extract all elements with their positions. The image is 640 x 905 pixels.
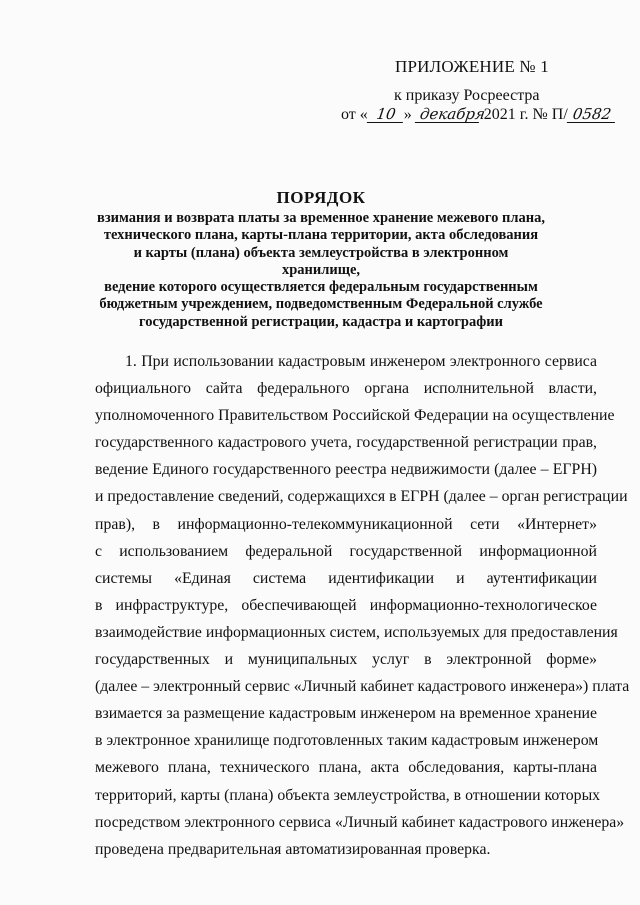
subtitle-line: ведение которого осуществляется федеральным государственным <box>104 279 538 296</box>
date-prefix: от « <box>341 106 368 123</box>
handwritten-day: 10 <box>367 106 405 123</box>
handwritten-month: декабря <box>415 106 481 123</box>
paragraph-line: уполномоченного Правительством Российской Федерации на осуществление <box>95 407 615 425</box>
paragraph-line: прав), в информационно-телекоммуникационной сети «Интернет» <box>95 515 597 533</box>
paragraph-line: в электронное хранилище подготовленных таким кадастровым инженером <box>95 732 599 750</box>
paragraph-line: государственного кадастрового учета, государственной регистрации прав, <box>95 434 597 452</box>
document-title: ПОРЯДОК <box>276 188 366 207</box>
paragraph-line: 1. При использовании кадастровым инженером электронного сервиса <box>125 353 597 370</box>
paragraph-1 <box>95 348 630 863</box>
order-date-line <box>341 106 616 124</box>
paragraph-line: системы «Единая система идентификации и аутентификации <box>95 569 597 587</box>
paragraph-line: проведена предварительная автоматизированная проверка. <box>95 840 491 858</box>
appendix-label: ПРИЛОЖЕНИЕ № 1 <box>395 57 549 76</box>
paragraph-line: взимается за размещение кадастровым инженером на временное хранение <box>95 705 597 723</box>
paragraph-line: ведение Единого государственного реестра недвижимости (далее – ЕГРН) <box>95 461 597 479</box>
date-suffix: 2021 г. № П/ <box>483 106 568 123</box>
paragraph-line: посредством электронного сервиса «Личный кабинет кадастрового инженера» <box>95 813 625 831</box>
paragraph-line: в инфраструктуре, обеспечивающей информационно-технологическое <box>95 596 597 614</box>
handwritten-order-number: 0582 <box>567 106 617 123</box>
subtitle-line: взимания и возврата платы за временное хранение межевого плана, <box>97 210 545 226</box>
order-reference: к приказу Росреестра <box>394 87 540 104</box>
paragraph-line: взаимодействие информационных систем, используемых для предоставления <box>95 623 618 641</box>
paragraph-line: межевого плана, технического плана, акта обследования, карты-плана <box>95 759 597 777</box>
subtitle-line: и карты (плана) объекта землеустройства в электронном хранилище, <box>133 244 509 278</box>
paragraph-line: территорий, карты (плана) объекта землеустройства, в отношении которых <box>95 786 601 804</box>
date-mid: » <box>403 106 412 123</box>
paragraph-line: с использованием федеральной государственной информационной <box>95 542 597 560</box>
paragraph-line: и предоставление сведений, содержащихся в ЕГРН (далее – орган регистрации <box>95 488 628 506</box>
subtitle-line: бюджетным учреждением, подведомственным Федеральной службе <box>99 296 543 313</box>
subtitle-line: технического плана, карты-плана территории, акта обследования <box>103 227 539 244</box>
paragraph-line: государственных и муниципальных услуг в электронной форме» <box>95 651 597 669</box>
paragraph-line: (далее – электронный сервис «Личный кабинет кадастрового инженера») плата <box>95 678 630 696</box>
paragraph-line: официального сайта федерального органа исполнительной власти, <box>95 380 597 398</box>
subtitle-line: государственной регистрации, кадастра и картографии <box>139 313 503 330</box>
document-subtitle <box>96 210 546 331</box>
